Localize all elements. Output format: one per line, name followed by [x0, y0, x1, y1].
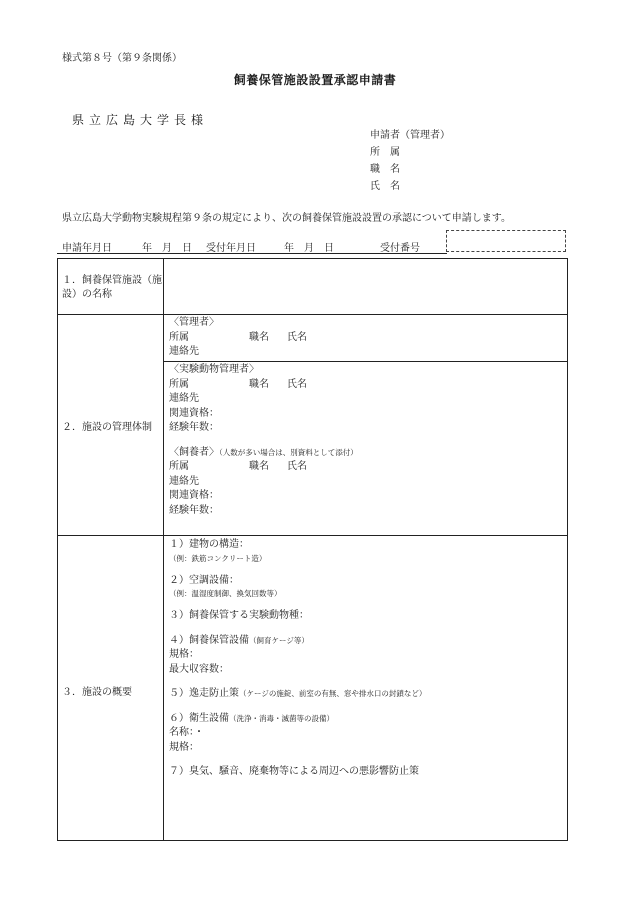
table-left-border: [57, 258, 58, 841]
overview-item2-note: （例：温湿度制御、換気回数等）: [169, 589, 282, 598]
overview-item6-note: （洗浄・消毒・滅菌等の設備）: [229, 713, 334, 723]
keeper-experience-label: 経験年数：: [169, 504, 219, 516]
animal-manager-affiliation-label: 所属: [169, 378, 189, 390]
animal-manager-block: [169, 363, 358, 518]
manager-block: [169, 316, 307, 360]
overview-item7: ７）臭気、騒音、廃棄物等による周辺への悪影響防止策: [169, 766, 419, 777]
applicant-heading: 申請者（管理者）: [370, 130, 450, 141]
keeper-heading: 〈飼養者〉: [169, 446, 219, 458]
overview-item1: １）建物の構造：: [169, 539, 249, 550]
overview-item2: ２）空調設備：: [169, 574, 239, 586]
applicant-block: [370, 127, 450, 195]
section-2-label: ２．施設の管理体制: [62, 422, 152, 433]
overview-item6-spec: 規格：: [169, 741, 199, 753]
overview-item4: ４）飼養保管設備: [169, 634, 249, 646]
overview-item3: ３）飼養保管する実験動物種：: [169, 610, 309, 621]
row-divider-2: [57, 535, 567, 536]
row-divider-1: [57, 314, 567, 315]
manager-contact-label: 連絡先: [169, 346, 199, 357]
facility-name-field[interactable]: [166, 262, 564, 312]
keeper-affiliation-label: 所属: [169, 461, 189, 472]
section-1-label-line2: 設）の名称: [62, 289, 112, 300]
overview-item4-spec: 規格：: [169, 649, 199, 660]
applicant-name-label: 氏 名: [370, 181, 400, 192]
receipt-number-label: 受付番号: [380, 243, 420, 254]
subrow-divider: [163, 361, 567, 362]
applicant-position-label: 職 名: [370, 164, 400, 175]
overview-item6: ６）衛生設備: [169, 712, 229, 724]
keeper-position-label: 職名: [249, 461, 269, 472]
overview-item5: ５）逸走防止策: [169, 688, 239, 699]
addressee: 県立広島大学長様: [72, 113, 209, 127]
overview-item5-note: （ケージの施錠、前室の有無、窓や排水口の封鎖など）: [239, 689, 427, 698]
animal-manager-name-label: 氏名: [287, 378, 307, 390]
animal-manager-position-label: 職名: [249, 378, 269, 390]
table-top-border: [57, 258, 567, 259]
section-1-label-line1: １．飼養保管施設（施: [62, 275, 162, 286]
keeper-name-label: 氏名: [287, 461, 307, 472]
overview-item4-note: （飼育ケージ等）: [249, 635, 309, 645]
section-3-label: ３．施設の概要: [62, 687, 132, 698]
section-1-label: [62, 274, 162, 302]
overview-item4-capacity: 最大収容数：: [169, 663, 229, 675]
manager-heading: 〈管理者〉: [169, 317, 219, 328]
table-column-divider: [163, 258, 164, 841]
overview-item1-note: （例：鉄筋コンクリート造）: [169, 553, 267, 563]
keeper-qualification-label: 関連資格：: [169, 490, 219, 501]
receipt-number-field[interactable]: [446, 230, 566, 252]
application-statement: 県立広島大学動物実験規程第９条の規定により、次の飼養保管施設設置の承認について申請します。: [62, 213, 511, 224]
table-right-border: [567, 258, 568, 841]
form-title: 飼養保管施設設置承認申請書: [233, 73, 397, 87]
animal-manager-heading: 〈実験動物管理者〉: [169, 364, 259, 375]
facility-overview-block: [169, 538, 426, 780]
dates-row: [62, 239, 420, 254]
animal-manager-qualification-label: 関連資格：: [169, 407, 219, 419]
table-bottom-border: [57, 840, 567, 841]
keeper-note: （人数が多い場合は、別資料として添付）: [219, 447, 358, 457]
applicant-affiliation-label: 所 属: [370, 147, 400, 158]
receipt-date-ymd: 年 月 日: [284, 243, 334, 254]
manager-name-label: 氏名: [287, 331, 307, 343]
manager-affiliation-label: 所属: [169, 331, 189, 343]
application-date-label: 申請年月日: [62, 243, 112, 254]
form-number: 様式第８号（第９条関係）: [62, 53, 182, 64]
keeper-contact-label: 連絡先: [169, 475, 199, 487]
overview-item6-name: 名称：・: [169, 727, 204, 738]
manager-position-label: 職名: [249, 331, 269, 343]
animal-manager-experience-label: 経験年数：: [169, 422, 219, 433]
receipt-date-label: 受付年月日: [206, 243, 256, 254]
dates-underline: [57, 253, 447, 254]
application-date-ymd: 年 月 日: [142, 243, 192, 254]
animal-manager-contact-label: 連絡先: [169, 393, 199, 404]
